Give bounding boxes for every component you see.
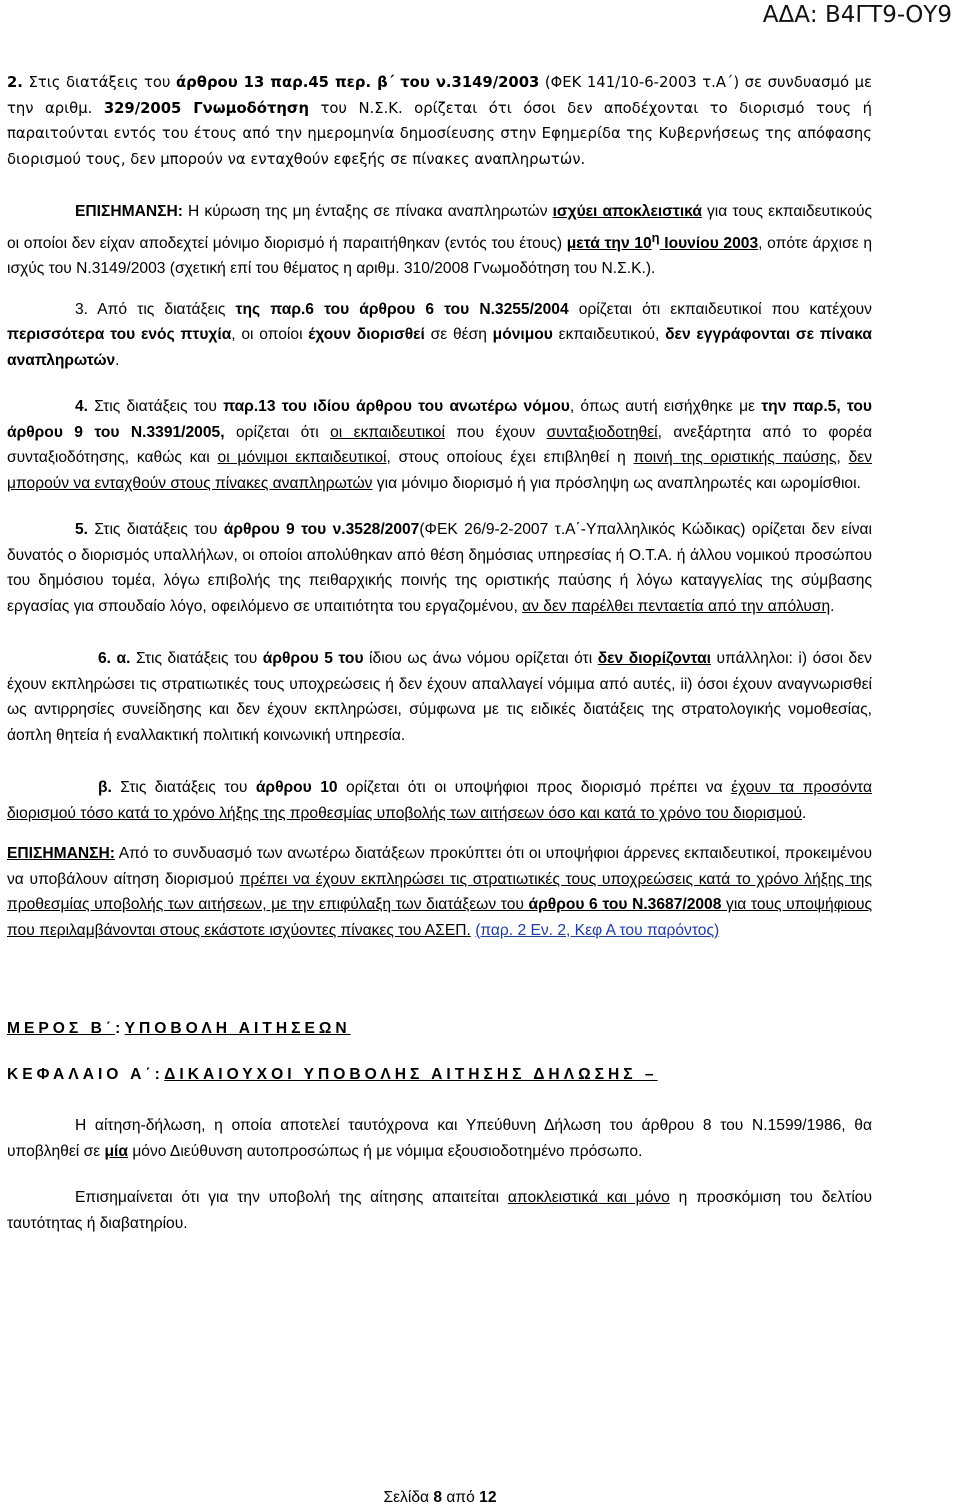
cross-reference-link[interactable]: (παρ. 2 Εν. 2, Κεφ Α του παρόντος) [475, 921, 720, 939]
paragraph-8: Επισημαίνεται ότι για την υποβολή της αίτησης απαιτείται αποκλειστικά και μόνο η προσκόμιση του δελτίου ταυτότητας ή διαβατηρίου. [7, 1189, 872, 1232]
paragraph-2: 2. Στις διατάξεις του άρθρου 13 παρ.45 περ. β΄ του ν.3149/2003 (ΦΕΚ 141/10-6-2003 τ.Α΄) σε συνδυασμό με την αριθμ. 329/2005 Γνωμοδότηση του Ν.Σ.Κ. ορίζεται ότι όσοι δεν αποδέχονται το διορισμό τους ή παραιτούνται εντός του έτους από την ημερομηνία δημοσίευσης στην Εφημερίδα της Κυβερνήσεως της απόφασης διορισμού τους, δεν μπορούν να ενταχθούν εφεξής σε πίνακες αναπληρωτών. [7, 74, 872, 168]
paragraph-6b: β. Στις διατάξεις του άρθρου 10 ορίζεται ότι οι υποψήφιοι προς διορισμό πρέπει να έχουν τα προσόντα διορισμού τόσο κατά το χρόνο λήξης της προθεσμίας υποβολής των αιτήσεων όσο και κατά το χρόνο του διορισμού. [7, 779, 872, 822]
note-2: ΕΠΙΣΗΜΑΝΣΗ: Από το συνδυασμό των ανωτέρω διατάξεων προκύπτει ότι οι υποψήφιοι άρρενες εκπαιδευτικοί, προκειμένου να υποβάλουν αίτηση διορισμού πρέπει να έχουν εκπληρώσει τις στρατιωτικές τους υποχρεώσεις κατά το χρόνο λήξης της προθεσμίας υποβολής των αιτήσεων, με την επιφύλαξη των διατάξεων του άρθρου 6 του Ν.3687/2008 για τους υποψήφιους που περιλαμβάνονται στους εκάστοτε ισχύοντες πίνακες του ΑΣΕΠ. (παρ. 2 Εν. 2, Κεφ Α του παρόντος) [7, 845, 872, 939]
paragraph-7: Η αίτηση-δήλωση, η οποία αποτελεί ταυτόχρονα και Υπεύθυνη Δήλωση του άρθρου 8 του Ν.1599/1986, θα υποβληθεί σε μία μόνο Διεύθυνση αυτοπροσώπως ή με νόμιμα εξουσιοδοτημένο πρόσωπο. [7, 1117, 872, 1160]
paragraph-4: 4. Στις διατάξεις του παρ.13 του ιδίου άρθρου του ανωτέρω νόμου, όπως αυτή εισήχθηκε με την παρ.5, του άρθρου 9 του Ν.3391/2005, ορίζεται ότι οι εκπαιδευτικοί που έχουν συνταξιοδοτηθεί, ανεξάρτητα από το φορέα συνταξιοδότησης, καθώς και οι μόνιμοι εκπαιδευτικοί, στους οποίους έχει επιβληθεί η ποινή της οριστικής παύσης, δεν μπορούν να ενταχθούν στους πίνακες αναπληρωτών για μόνιμο διορισμό ή για πρόσληψη ως αναπληρωτές και ωρομίσθιοι. [7, 398, 873, 492]
page-footer: Σελίδα 8 από 12 [383, 1489, 497, 1506]
note-label: ΕΠΙΣΗΜΑΝΣΗ: [7, 845, 115, 863]
note-label: ΕΠΙΣΗΜΑΝΣΗ: [75, 203, 183, 220]
chapter-a-heading: ΚΕΦΑΛΑΙΟ Α΄: ΔΙΚΑΙΟΥΧΟΙ ΥΠΟΒΟΛΗΣ ΑΙΤΗΣΗΣ ΔΗΛΩΣΗΣ – [7, 1065, 658, 1083]
document-body [7, 70, 872, 1251]
page-total: 12 [479, 1489, 497, 1506]
note-1: ΕΠΙΣΗΜΑΝΣΗ: Η κύρωση της μη ένταξης σε πίνακα αναπληρωτών ισχύει αποκλειστικά για τους εκπαιδευτικούς οι οποίοι δεν είχαν αποδεχτεί μόνιμο διορισμό ή παραιτήθηκαν (εντός του έτους) μετά την $10^\eta$ Ιουνίου 2003, οπότε άρχισε η ισχύς του Ν.3149/2003 (σχετική επί του θέματος η αριθμ. 310/2008 Γνωμοδότηση του Ν.Σ.Κ.). [7, 203, 872, 278]
ada-code: ΑΔΑ: Β4ΓΤ9-ΟΥ9 [762, 2, 952, 28]
paragraph-6a: 6. α. Στις διατάξεις του άρθρου 5 του ίδιου ως άνω νόμου ορίζεται ότι δεν διορίζονται υπάλληλοι: i) όσοι δεν έχουν εκπληρώσει τις στρατιωτικές τους υποχρεώσεις ή δεν έχουν απαλλαγεί νόμιμα από αυτές, ii) όσοι έχουν αναγνωρισθεί ως αντιρρησίες συνείδησης και δεν έχουν εκπληρώσει, σύμφωνα με τις ειδικές διατάξεις της στρατολογικής νομοθεσίας, άοπλη θητεία ή εναλλακτική πολιτική κοινωνική υπηρεσία. [7, 650, 872, 744]
paragraph-3: 3. Από τις διατάξεις της παρ.6 του άρθρου 6 του Ν.3255/2004 ορίζεται ότι εκπαιδευτικοί που κατέχουν περισσότερα του ενός πτυχία, οι οποίοι έχουν διορισθεί σε θέση μόνιμου εκπαιδευτικού, δεν εγγράφονται σε πίνακα αναπληρωτών. [7, 300, 873, 369]
page-number: 8 [433, 1489, 443, 1506]
part-b-heading: ΜΕΡΟΣ Β΄: ΥΠΟΒΟΛΗ ΑΙΤΗΣΕΩΝ [7, 1020, 351, 1038]
paragraph-5: 5. Στις διατάξεις του άρθρου 9 του ν.3528/2007(ΦΕΚ 26/9-2-2007 τ.Α΄-Υπαλληλικός Κώδικας) ορίζεται δεν είναι δυνατός ο διορισμός υπαλλήλων, οι οποίοι απολύθηκαν από θέση δημόσιας υπηρεσίας ή Ο.Τ.Α. ή άλλου νομικού προσώπου του δημόσιου τομέα, λόγω επιβολής της πειθαρχικής ποινής της οριστικής παύσης ή λόγω καταγγελίας της σύμβασης εργασίας για σπουδαίο λόγο, οφειλόμενο σε υπαιτιότητα του εργαζομένου, αν δεν παρέλθει πενταετία από την απόλυση. [7, 521, 872, 615]
